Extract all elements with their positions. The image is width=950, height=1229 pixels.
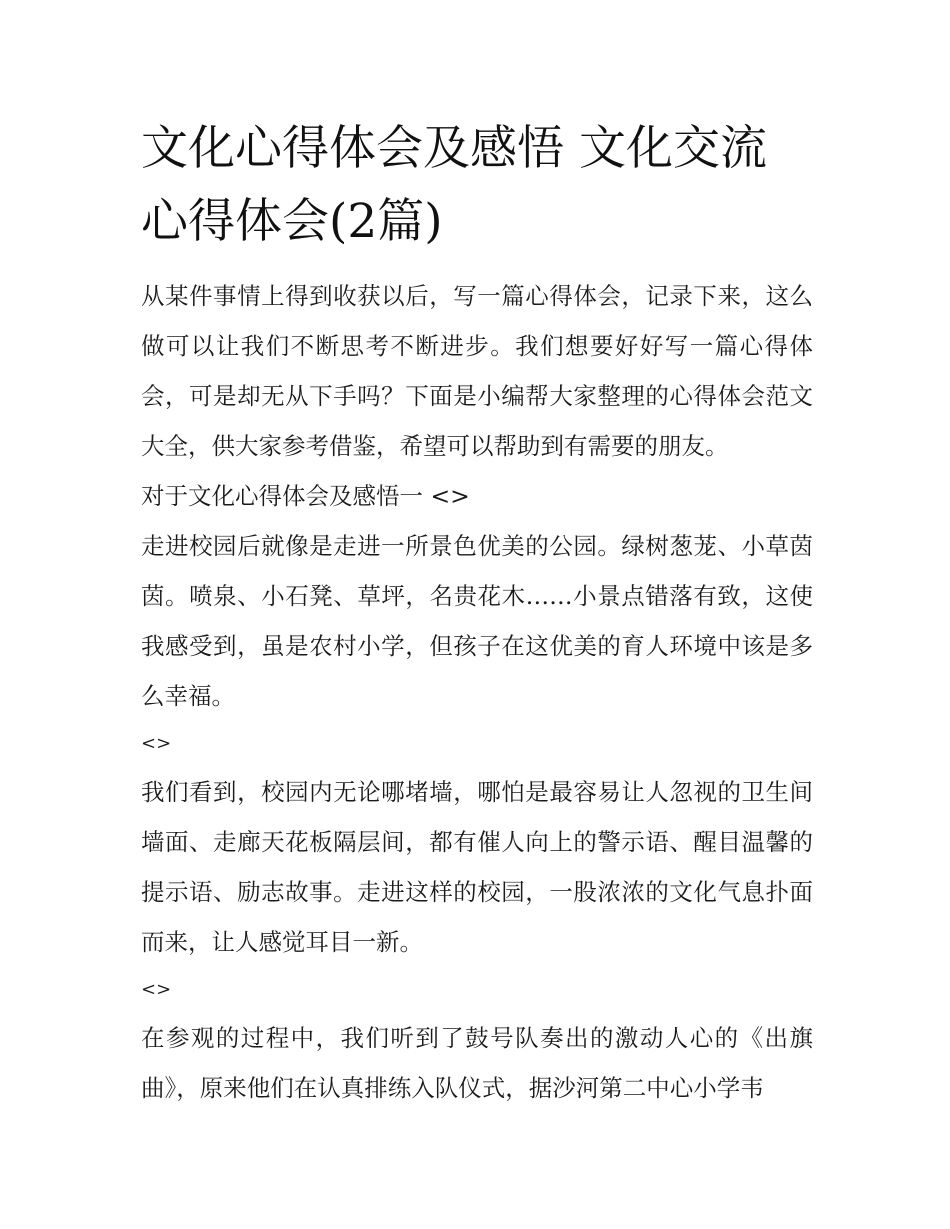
document-body (141, 112, 813, 1113)
marker-1: <> (141, 733, 172, 754)
body-paragraph-3: 在参观的过程中，我们听到了鼓号队奏出的激动人心的《出旗曲》，原来他们在认真排练入队仪式，据沙河第二中心小学韦 (141, 1024, 813, 1102)
marker-2: <> (141, 979, 172, 1000)
body-paragraph-1: 走进校园后就像是走进一所景色优美的公园。绿树葱茏、小草茵茵。喷泉、小石凳、草坪，名贵花木……小景点错落有致，这使我感受到，虽是农村小学，但孩子在这优美的育人环境中该是多么幸福。 (141, 532, 813, 710)
intro-paragraph: 从某件事情上得到收获以后，写一篇心得体会，记录下来，这么做可以让我们不断思考不断进步。我们想要好好写一篇心得体会，可是却无从下手吗？下面是小编帮大家整理的心得体会范文大全，供大家参考借鉴，希望可以帮助到有需要的朋友。 (141, 282, 813, 460)
document-title: 文化心得体会及感悟 文化交流心得体会(2篇) (141, 121, 767, 249)
section-heading: 对于文化心得体会及感悟一 <> (141, 482, 470, 510)
body-paragraph-2: 我们看到，校园内无论哪堵墙，哪怕是最容易让人忽视的卫生间墙面、走廊天花板隔层间，都有催人向上的警示语、醒目温馨的提示语、励志故事。走进这样的校园，一股浓浓的文化气息扑面而来，让人感觉耳目一新。 (141, 778, 813, 956)
